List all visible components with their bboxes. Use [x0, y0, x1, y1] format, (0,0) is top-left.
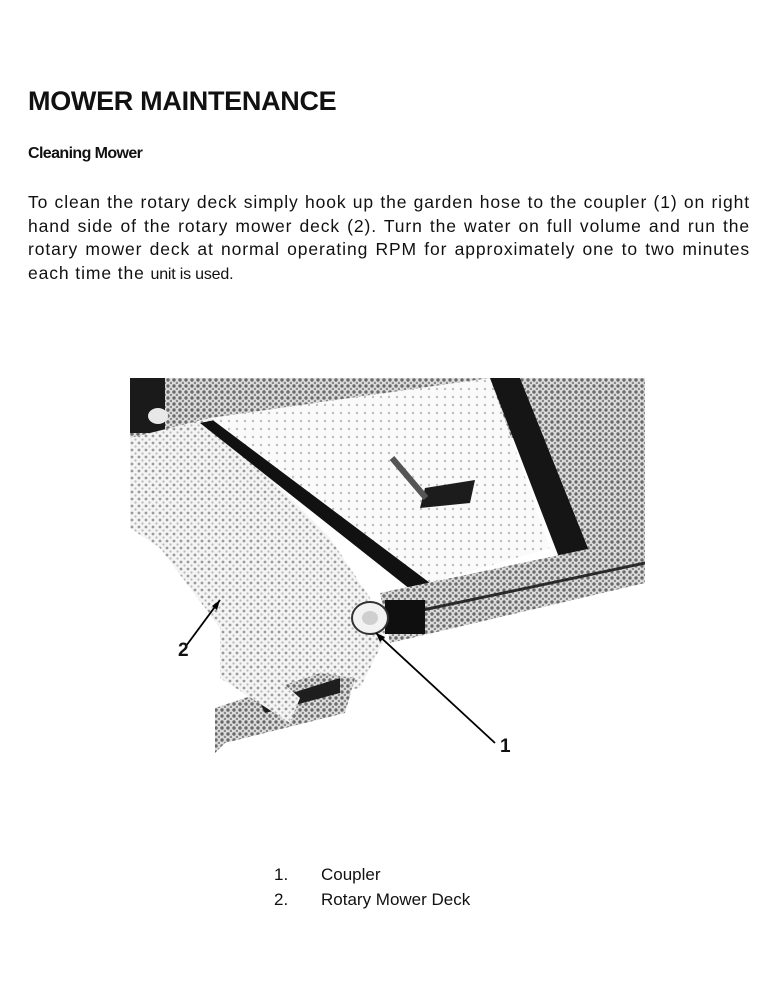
page-title: MOWER MAINTENANCE — [28, 86, 337, 116]
callout-leader-lines — [130, 378, 645, 763]
leader-line-1 — [376, 633, 495, 743]
legend-item — [274, 862, 470, 887]
legend-item — [274, 887, 470, 912]
instructions-text-tail: unit is used. — [150, 265, 234, 283]
legend-item-label: Rotary Mower Deck — [321, 890, 471, 909]
legend-item-label: Coupler — [321, 865, 381, 884]
figure-legend — [274, 862, 470, 912]
callout-label-2: 2 — [178, 640, 189, 661]
instructions-paragraph — [28, 191, 750, 286]
legend-item-number: 1. — [274, 865, 289, 884]
mower-deck-photo — [130, 378, 645, 763]
callout-label-1: 1 — [500, 736, 511, 757]
instructions-text: To clean the rotary deck simply hook up the garden hose to the coupler (1) on right hand side of the rotary mower deck (2). Turn the water on full volume and run the rotary mower deck at normal operating RPM for approximately one to two minutes each time the — [28, 192, 750, 283]
legend-item-number: 2. — [274, 890, 289, 909]
section-heading: Cleaning Mower — [28, 145, 143, 162]
